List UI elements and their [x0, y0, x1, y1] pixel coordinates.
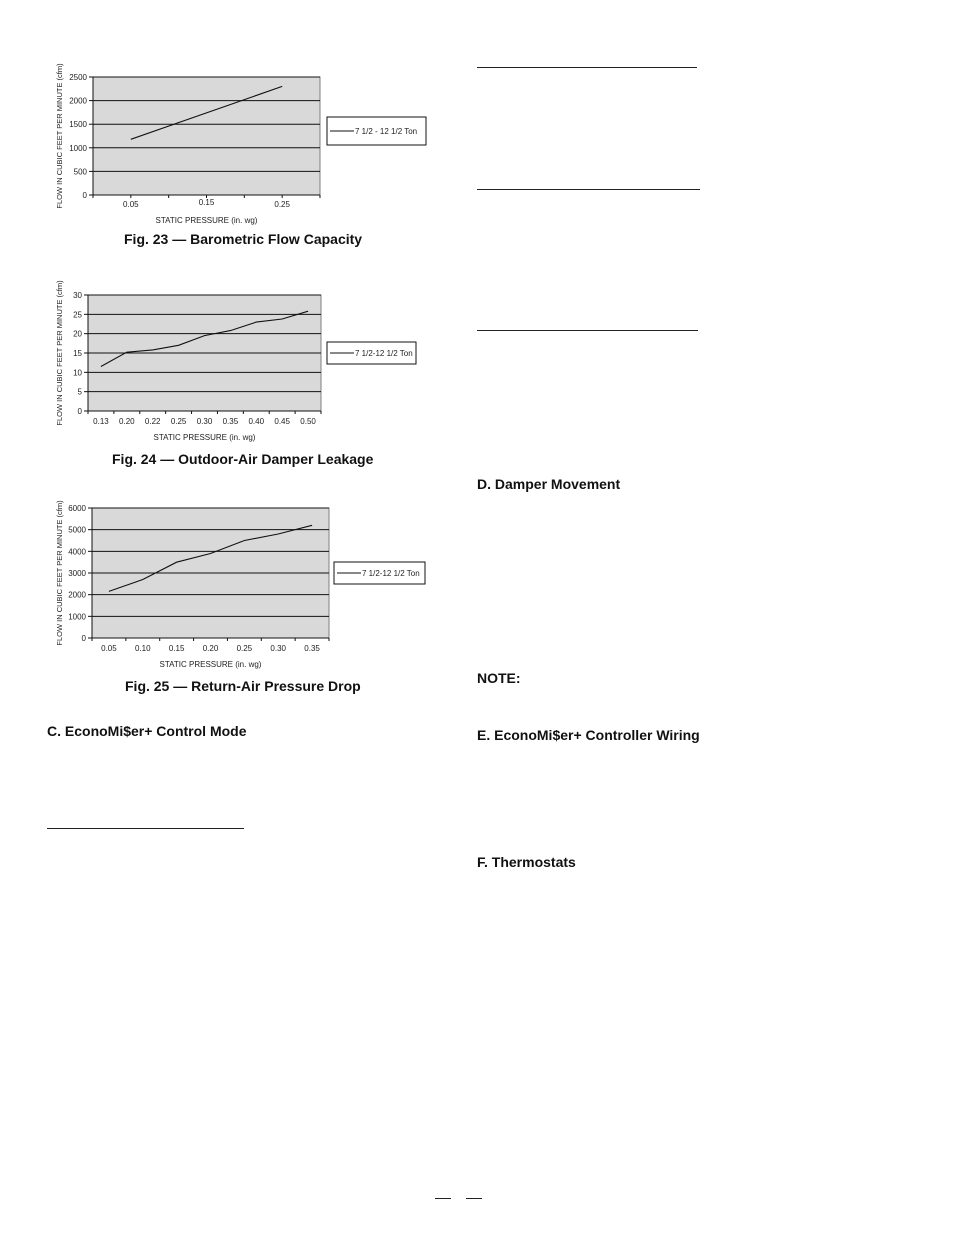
chart-damper-leakage-svg	[40, 275, 440, 455]
y-tick-label: 15	[73, 349, 82, 358]
y-tick-label: 2000	[69, 96, 87, 106]
fig-23-caption: Fig. 23 — Barometric Flow Capacity	[124, 231, 363, 247]
y-axis-label: FLOW IN CUBIC FEET PER MINUTE (cfm)	[55, 63, 64, 209]
y-axis-label: FLOW IN CUBIC FEET PER MINUTE (cfm)	[55, 500, 64, 646]
fig-24-caption: Fig. 24 — Outdoor-Air Damper Leakage	[112, 451, 374, 467]
rule-right-1	[477, 67, 697, 68]
page-number-dash-right	[466, 1198, 482, 1199]
x-tick-label: 0.05	[101, 644, 117, 653]
y-axis-label: FLOW IN CUBIC FEET PER MINUTE (cfm)	[55, 280, 64, 426]
legend-label: 7 1/2 - 12 1/2 Ton	[355, 127, 418, 136]
y-tick-label: 5	[77, 387, 82, 397]
y-tick-label: 1000	[69, 143, 87, 153]
x-tick-label: 0.15	[198, 198, 215, 207]
legend-label: 7 1/2-12 1/2 Ton	[355, 349, 413, 358]
y-tick-label: 2500	[69, 73, 87, 82]
y-tick-label: 6000	[68, 504, 86, 513]
y-tick-label: 0	[77, 407, 82, 416]
heading-thermostats: F. Thermostats	[477, 854, 576, 870]
x-tick-label: 0.25	[170, 417, 187, 426]
x-tick-label: 0.30	[196, 417, 213, 426]
heading-controller-wiring: E. EconoMi$er+ Controller Wiring	[477, 727, 700, 743]
y-tick-label: 0	[82, 191, 87, 200]
x-tick-label: 0.13	[93, 417, 109, 426]
y-tick-label: 30	[73, 291, 82, 300]
y-tick-label: 25	[73, 310, 82, 320]
y-tick-label: 1000	[68, 612, 86, 622]
y-tick-label: 0	[81, 634, 86, 643]
x-tick-label: 0.45	[274, 417, 290, 426]
legend-label: 7 1/2-12 1/2 Ton	[362, 569, 420, 578]
x-tick-label: 0.35	[222, 417, 239, 426]
heading-control-mode: C. EconoMi$er+ Control Mode	[47, 723, 247, 739]
y-tick-label: 3000	[68, 569, 86, 578]
x-tick-label: 0.25	[274, 200, 290, 209]
x-tick-label: 0.05	[123, 200, 139, 209]
heading-note: NOTE:	[477, 670, 521, 686]
x-tick-label: 0.25	[236, 644, 253, 653]
heading-damper-movement: D. Damper Movement	[477, 476, 621, 492]
x-tick-label: 0.40	[248, 417, 265, 426]
rule-right-3	[477, 330, 698, 331]
rule-right-2	[477, 189, 700, 190]
fig-25-caption: Fig. 25 — Return-Air Pressure Drop	[125, 678, 361, 694]
y-tick-label: 5000	[68, 525, 86, 535]
chart-barometric-flow	[40, 55, 440, 235]
chart-return-air	[40, 494, 440, 674]
page-number-dash-left	[435, 1198, 451, 1199]
chart-barometric-flow-svg	[40, 55, 440, 235]
y-tick-label: 4000	[68, 547, 86, 557]
x-tick-label: 0.10	[134, 644, 151, 653]
x-tick-label: 0.22	[144, 417, 161, 426]
x-tick-label: 0.15	[168, 644, 185, 653]
x-axis-label: STATIC PRESSURE (in. wg)	[153, 433, 256, 442]
plot-area	[93, 77, 320, 195]
x-tick-label: 0.20	[119, 417, 135, 426]
x-tick-label: 0.30	[270, 644, 287, 653]
y-tick-label: 20	[73, 329, 82, 339]
chart-damper-leakage	[40, 275, 440, 455]
y-tick-label: 1500	[69, 120, 87, 130]
x-axis-label: STATIC PRESSURE (in. wg)	[155, 216, 258, 225]
x-tick-label: 0.35	[304, 644, 320, 653]
y-tick-label: 2000	[68, 590, 86, 600]
rule-left	[47, 828, 244, 829]
x-tick-label: 0.50	[300, 417, 316, 426]
chart-return-air-svg	[40, 494, 440, 674]
x-axis-label: STATIC PRESSURE (in. wg)	[159, 660, 262, 669]
x-tick-label: 0.20	[202, 644, 219, 653]
y-tick-label: 10	[73, 368, 82, 378]
y-tick-label: 500	[73, 167, 87, 177]
